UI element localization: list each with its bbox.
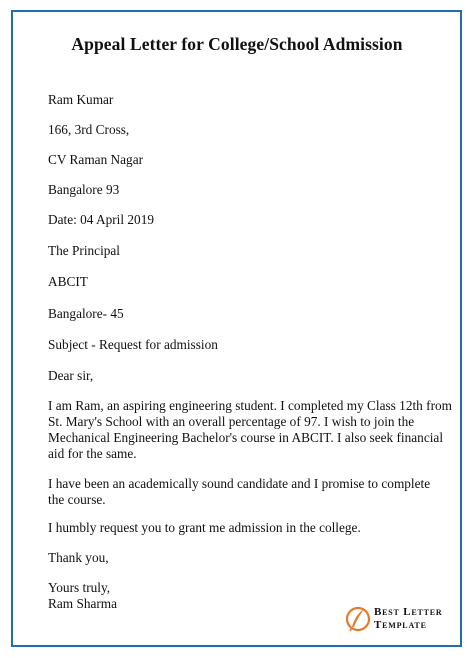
letter-subject: Subject - Request for admission [48, 337, 218, 352]
sender-city: Bangalore 93 [48, 182, 120, 197]
sender-name: Ram Kumar [48, 92, 114, 107]
logo-line1: Best Letter [374, 606, 443, 618]
logo-line2: Template [374, 619, 427, 631]
signature-name: Ram Sharma [48, 596, 118, 611]
logo-wordmark [374, 606, 442, 632]
letter-date: Date: 04 April 2019 [48, 212, 154, 227]
body-paragraph-2-line: the course. [48, 492, 106, 507]
recipient-city: Bangalore- 45 [48, 306, 124, 321]
body-paragraph-2-line: I have been an academically sound candidate and I promise to complete [48, 476, 431, 491]
body-paragraph-2 [48, 476, 438, 508]
body-paragraph-1-line: I am Ram, an aspiring engineering student. I completed my Class 12th from [48, 398, 452, 413]
closing-thanks: Thank you, [48, 550, 109, 565]
sender-address-line1: 166, 3rd Cross, [48, 122, 130, 137]
sender-address-line2: CV Raman Nagar [48, 152, 144, 167]
brand-logo [346, 604, 456, 636]
quill-pen-icon [346, 605, 372, 633]
document-title: Appeal Letter for College/School Admission [71, 34, 403, 54]
closing-signoff: Yours truly, [48, 580, 111, 595]
salutation: Dear sir, [48, 368, 94, 383]
body-paragraph-1-line: St. Mary's School with an overall percentage of 97. I wish to join the [48, 414, 415, 429]
recipient-title: The Principal [48, 243, 121, 258]
body-paragraph-1-line: Mechanical Engineering Bachelor's course in ABCIT. I also seek financial [48, 430, 444, 445]
body-paragraph-1-line: aid for the same. [48, 446, 137, 461]
recipient-org: ABCIT [48, 274, 88, 289]
body-paragraph-1 [48, 398, 452, 462]
body-paragraph-3: I humbly request you to grant me admission in the college. [48, 520, 361, 535]
